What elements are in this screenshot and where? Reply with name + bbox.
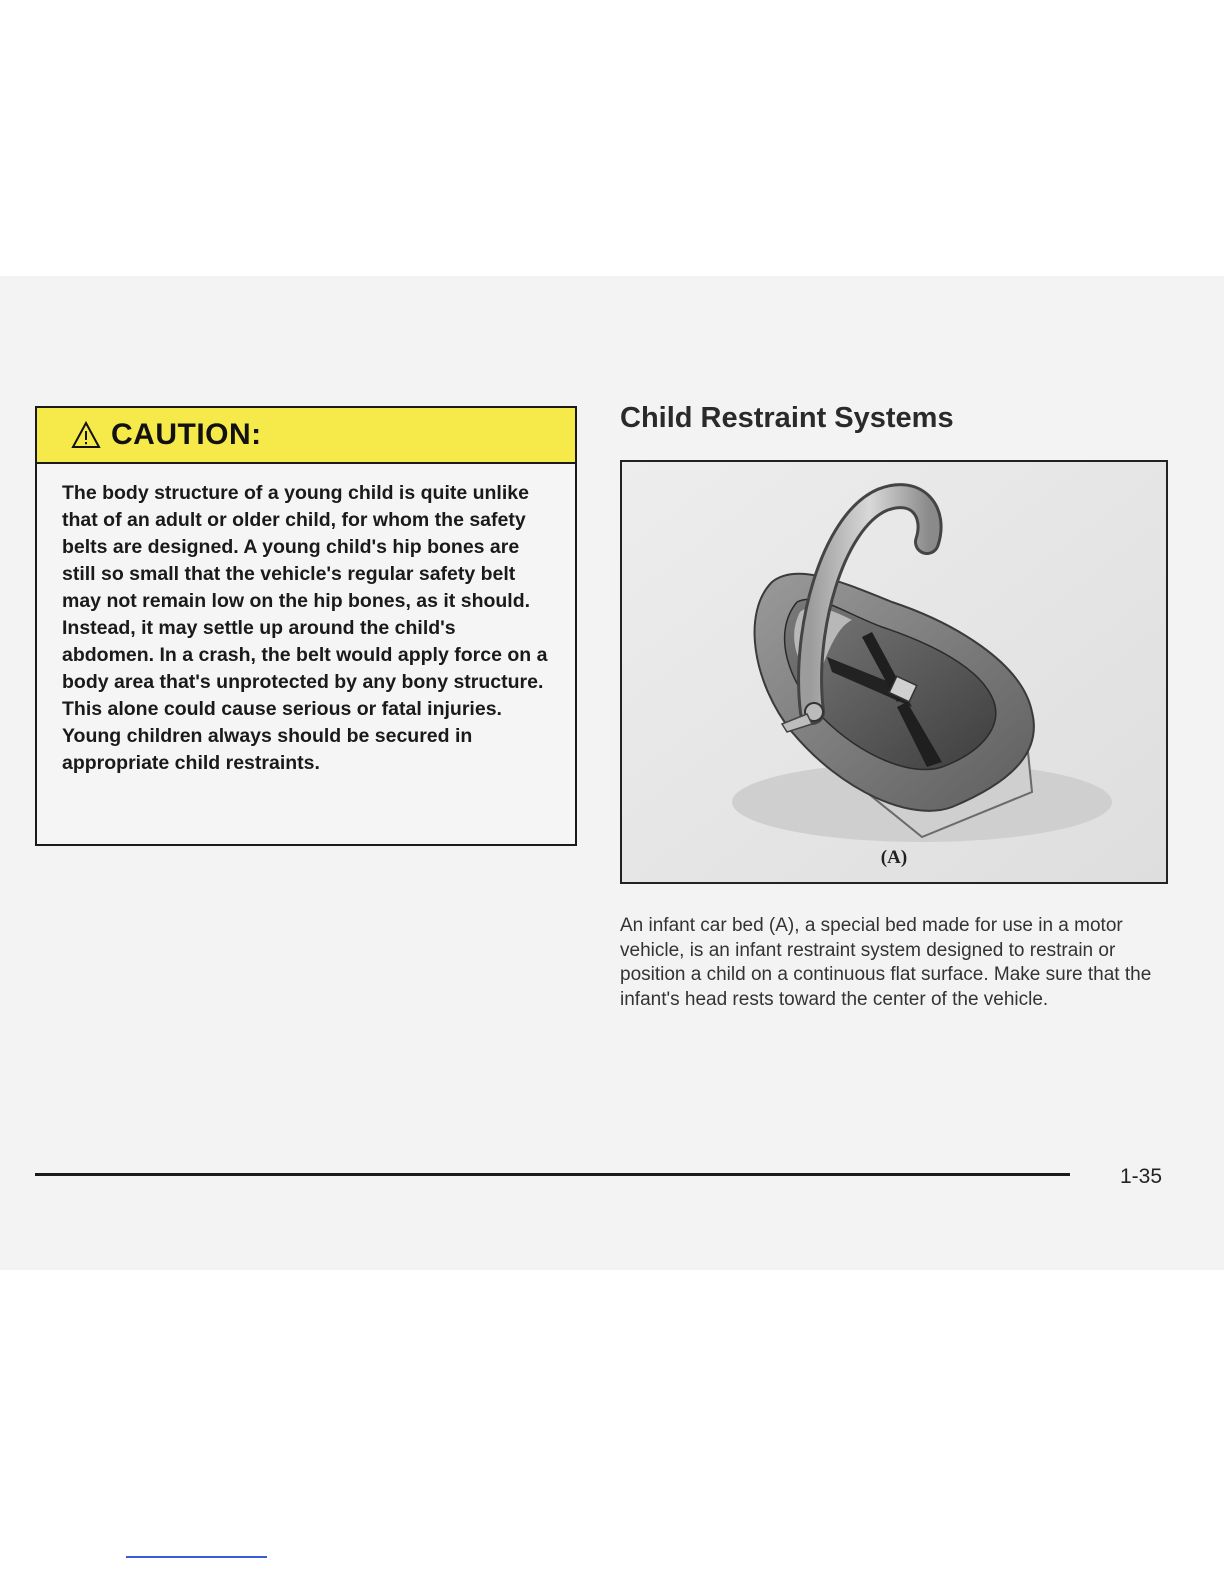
- caution-box: [35, 406, 577, 846]
- warning-triangle-icon: [71, 421, 101, 449]
- infant-car-bed-figure: [620, 460, 1168, 884]
- footer-rule: [35, 1173, 1070, 1176]
- caution-text: The body structure of a young child is quite unlike that of an adult or older child, for whom the safety belts are designed. A young child's hip bones are still so small that the vehicle's regular safety belt may not remain low on the hip bones, as it should. Instead, it may settle up around the child's abdomen. In a crash, the belt would apply force on a body area that's unprotected by any bony structure. This alone could cause serious or fatal injuries. Young children always should be secured in appropriate child restraints.: [62, 482, 548, 774]
- caution-header: [37, 408, 575, 464]
- bottom-link-line: [126, 1556, 267, 1558]
- infant-car-bed-illustration: [622, 462, 1166, 882]
- manual-page: [0, 276, 1224, 1270]
- body-paragraph: An infant car bed (A), a special bed made for use in a motor vehicle, is an infant restraint system designed to restrain or position a child on a continuous flat surface. Make sure that the infant's head rests toward the center of the vehicle.: [620, 915, 1152, 1010]
- page-number: 1-35: [1120, 1165, 1163, 1188]
- section-title: Child Restraint Systems: [620, 402, 954, 434]
- caution-title: CAUTION:: [111, 418, 262, 451]
- figure-label: (A): [880, 847, 908, 868]
